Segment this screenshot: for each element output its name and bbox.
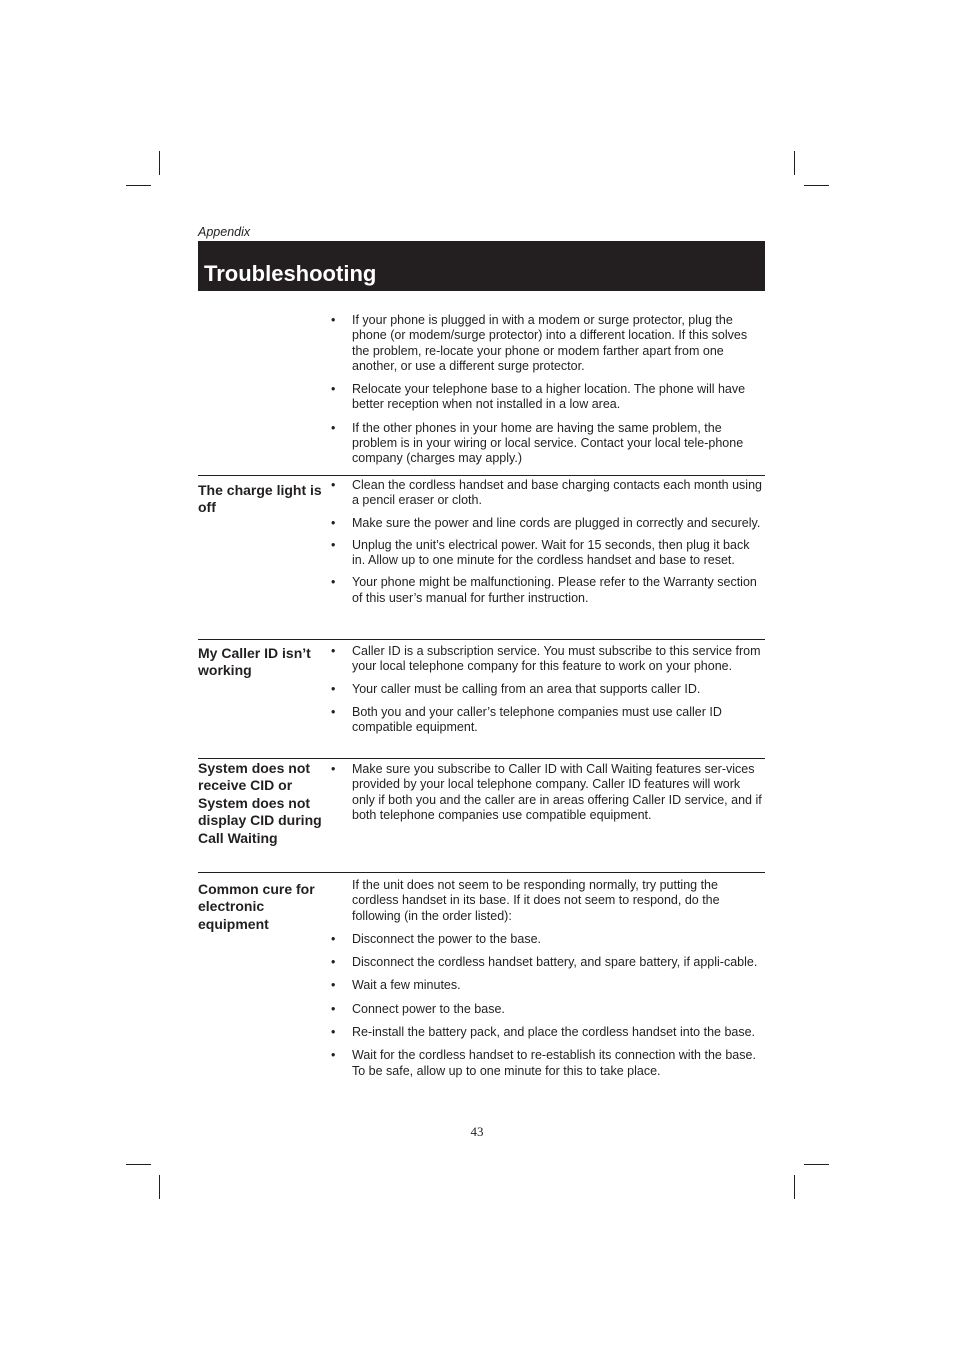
troubleshooting-row <box>198 475 765 639</box>
list-item: • If the other phones in your home are having the same problem, the problem is in your wiring or local service. Contact your local tele-phone company (charges may apply.) <box>331 420 744 466</box>
list-item: • Make sure the power and line cords are plugged in correctly and securely. <box>331 515 761 530</box>
list-item: • Re-install the battery pack, and place the cordless handset into the base. <box>331 1025 756 1040</box>
list-item: • Disconnect the power to the base. <box>331 931 542 946</box>
list-item: • If your phone is plugged in with a modem or surge protector, plug the phone (or modem/surge protector) into a different location. If this solves the problem, re-locate your phone or modem farther apart from one another, or use a different surge protector. <box>331 313 748 373</box>
list-item: • Both you and your caller’s telephone companies must use caller ID compatible equipment. <box>331 704 722 735</box>
problem-heading: System does not receive CID or System does not display CID during Call Waiting <box>198 760 322 846</box>
page-number: 43 <box>470 1124 484 1139</box>
list-item: • Relocate your telephone base to a higher location. The phone will have better reception when not installed in a low area. <box>331 382 746 412</box>
title-bar <box>198 241 765 291</box>
list-item: • Wait for the cordless handset to re-establish its connection with the base. To be safe, allow up to one minute for this to take place. <box>331 1048 756 1078</box>
bullet: • <box>331 955 336 970</box>
problem-heading: Common cure for electronic equipment <box>198 881 315 932</box>
crop-mark <box>794 1175 795 1199</box>
bullet: • <box>331 478 336 492</box>
list-item: • Unplug the unit’s electrical power. Wait for 15 seconds, then plug it back in. Allow up to one minute for the cordless handset and base to reset. <box>331 537 750 568</box>
section-label: Appendix <box>198 225 251 239</box>
intro-paragraph: If the unit does not seem to be responding normally, try putting the cordless handset in its base. If it does not seem to respond, do the following (in the order listed): <box>352 878 720 923</box>
list-item: • Caller ID is a subscription service. You must subscribe to this service from your local telephone company for this feature to work on your phone. <box>331 644 761 674</box>
troubleshooting-row <box>198 872 765 1118</box>
problem-heading: My Caller ID isn’t working <box>198 645 311 679</box>
list-item: • Connect power to the base. <box>331 1001 505 1016</box>
list-item: • Make sure you subscribe to Caller ID with Call Waiting features ser-vices provided by your local telephone company. Caller ID features will work only if both you and the caller are in areas offering Caller ID service, and if both telephone companies use compatible equipment. <box>331 762 762 822</box>
bullet: • <box>331 762 336 776</box>
crop-mark <box>804 1164 829 1165</box>
bullet: • <box>331 1025 336 1040</box>
crop-mark <box>126 185 151 186</box>
solution-list <box>331 313 765 467</box>
list-item: • Wait a few minutes. <box>331 978 461 993</box>
troubleshooting-row <box>198 639 765 758</box>
list-item: • Clean the cordless handset and base charging contacts each month using a pencil eraser or cloth. <box>331 478 762 508</box>
crop-mark <box>804 185 829 186</box>
bullet: • <box>331 382 336 397</box>
crop-mark <box>126 1164 151 1165</box>
bullet: • <box>331 575 336 590</box>
bullet: • <box>331 978 336 993</box>
bullet: • <box>331 644 336 658</box>
bullet: • <box>331 931 336 946</box>
page-title: Troubleshooting <box>204 261 377 286</box>
troubleshooting-row <box>198 758 765 872</box>
crop-mark <box>159 151 160 175</box>
solution-list <box>331 644 765 735</box>
list-item: • Your caller must be calling from an area that supports caller ID. <box>331 681 701 696</box>
bullet: • <box>331 515 336 530</box>
list-item: • Disconnect the cordless handset battery, and spare battery, if appli-cable. <box>331 955 758 970</box>
bullet: • <box>331 1048 336 1063</box>
bullet: • <box>331 420 336 435</box>
bullet: • <box>331 313 336 327</box>
solution-list <box>331 762 765 823</box>
bullet: • <box>331 1001 336 1016</box>
problem-heading: The charge light is off <box>198 482 322 516</box>
bullet: • <box>331 537 336 552</box>
list-item: • Your phone might be malfunctioning. Please refer to the Warranty section of this user’s manual for further instruction. <box>331 575 757 605</box>
bullet: • <box>331 681 336 696</box>
crop-mark <box>794 151 795 175</box>
solution-list <box>331 878 765 1079</box>
solution-list <box>331 478 765 606</box>
bullet: • <box>331 704 336 719</box>
crop-mark <box>159 1175 160 1199</box>
